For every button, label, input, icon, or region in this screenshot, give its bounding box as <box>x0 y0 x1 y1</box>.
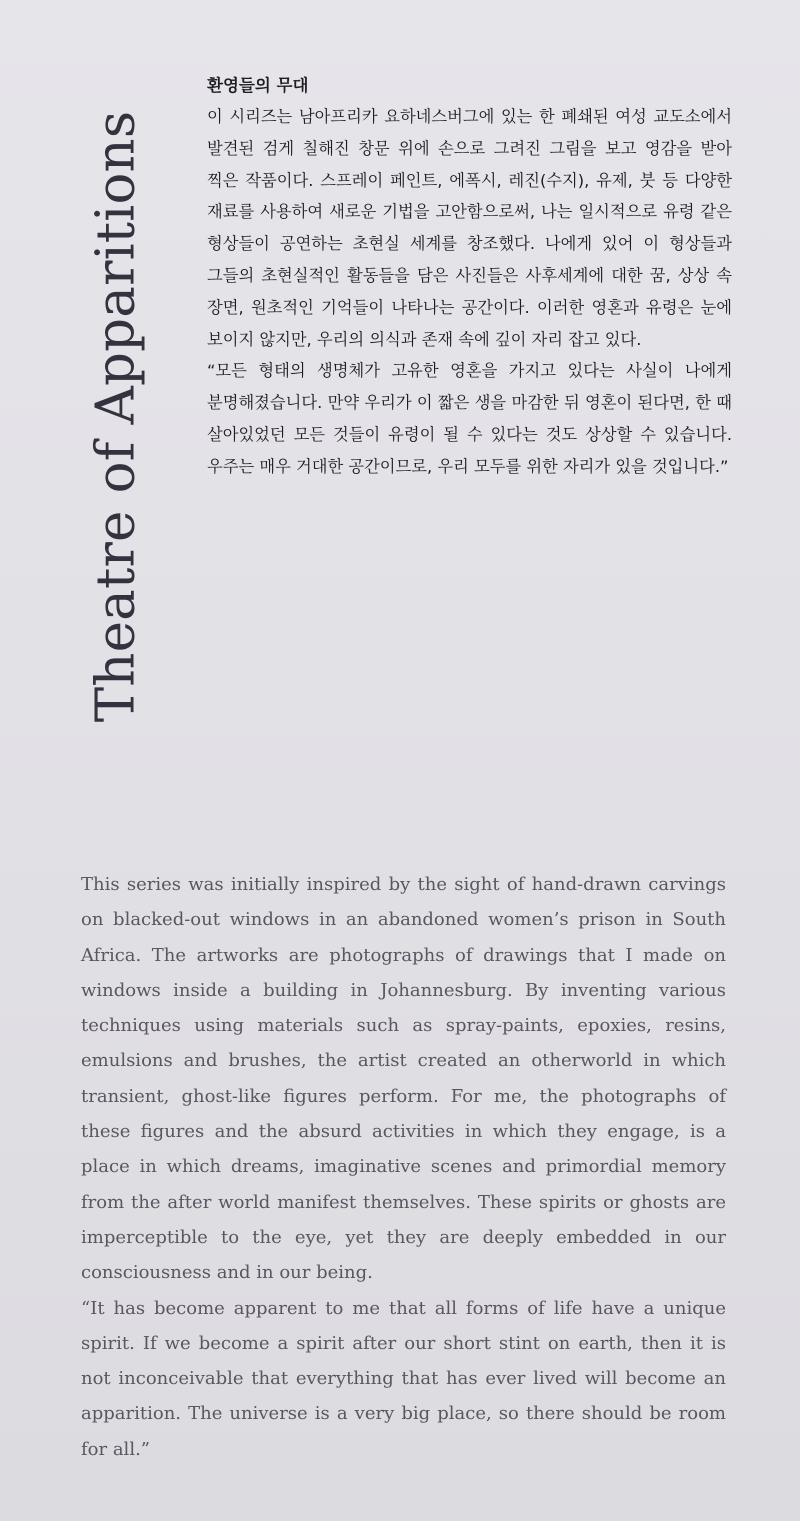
korean-paragraph-description: 이 시리즈는 남아프리카 요하네스버그에 있는 한 폐쇄된 여성 교도소에서 발견된 검게 칠해진 창문 위에 손으로 그려진 그림을 보고 영감을 받아 찍은 작품이다. 스프레이 페인트, 에폭시, 레진(수지), 유제, 붓 등 다양한 재료를 사용하여 새로운 기법을 고안함으로써, 나는 일시적으로 유령 같은 형상들이 공연하는 초현실 세계를 창조했다. 나에게 있어 이 형상들과 그들의 초현실적인 활동들을 담은 사진들은 사후세계에 대한 꿈, 상상 속 장면, 원초적인 기억들이 나타나는 공간이다. 이러한 영혼과 유령은 눈에 보이지 않지만, 우리의 의식과 존재 속에 깊이 자리 잡고 있다. <box>207 107 732 349</box>
english-paragraph-description: This series was initially inspired by the sight of hand-drawn carvings on blacked-out windows in an abandoned women’s prison in South Africa. The artworks are photographs of drawings that I made on windows inside a building in Johannesburg. By inventing various techniques using materials such as spray-paints, epoxies, resins, emulsions and brushes, the artist created an otherworld in which transient, ghost-like figures perform. For me, the photographs of these figures and the absurd activities in which they engage, is a place in which dreams, imaginative scenes and primordial memory from the after world manifest themselves. These spirits or ghosts are imperceptible to the eye, yet they are deeply embedded in our consciousness and in our being. <box>81 874 726 1284</box>
english-paragraph-quote: “It has become apparent to me that all forms of life have a unique spirit. If we become a spirit after our short stint on earth, then it is not inconceivable that everything that has ever lived will become an apparition. The universe is a very big place, so there should be room for all.” <box>81 1297 726 1460</box>
vertical-title <box>81 76 151 756</box>
english-text-block <box>81 867 726 1467</box>
exhibition-title: Theatre of Apparitions <box>85 110 147 722</box>
korean-title: 환영들의 무대 <box>207 76 309 95</box>
korean-text-block <box>207 74 732 483</box>
korean-paragraph-quote: “모든 형태의 생명체가 고유한 영혼을 가지고 있다는 사실이 나에게 분명해졌습니다. 만약 우리가 이 짧은 생을 마감한 뒤 영혼이 된다면, 한 때 살아있었던 모든 것들이 유령이 될 수 있다는 것도 상상할 수 있습니다. 우주는 매우 거대한 공간이므로, 우리 모두를 위한 자리가 있을 것입니다.” <box>207 361 732 476</box>
